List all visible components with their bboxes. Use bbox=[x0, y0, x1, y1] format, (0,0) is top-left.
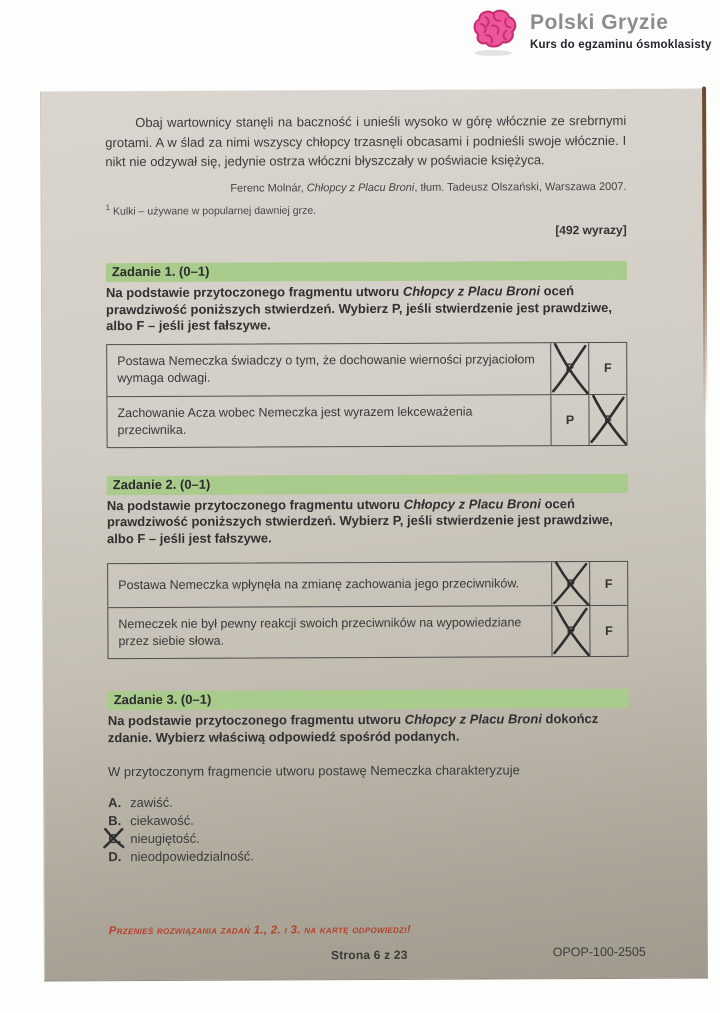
option-b-text: ciekawość. bbox=[130, 812, 194, 829]
option-b-letter: B. bbox=[108, 813, 122, 829]
form-code: OPOP-100-2505 bbox=[552, 944, 646, 960]
p-cell[interactable] bbox=[550, 395, 588, 445]
brain-icon bbox=[468, 6, 520, 59]
paper-footer bbox=[109, 944, 646, 965]
p-label: P bbox=[565, 361, 574, 376]
attribution-post: , tłum. Tadeusz Olszański, Warszawa 2007. bbox=[414, 180, 627, 194]
table-row bbox=[108, 606, 627, 658]
statement-cell: Postawa Nemeczka świadczy o tym, że dochowanie wierności przyjaciołom wymaga odwagi. bbox=[117, 352, 535, 386]
p-cell[interactable] bbox=[550, 343, 588, 394]
option-a-text: zawiść. bbox=[130, 795, 173, 811]
source-attribution bbox=[105, 180, 626, 194]
option-c-text: nieugiętość. bbox=[130, 830, 200, 847]
f-cell[interactable] bbox=[588, 343, 626, 394]
task-1-section bbox=[106, 261, 628, 448]
brain-icon-svg bbox=[468, 6, 520, 54]
f-label: F bbox=[604, 576, 613, 591]
page-number: Strona 6 z 23 bbox=[330, 947, 408, 963]
p-label: P bbox=[565, 412, 575, 427]
table-row bbox=[107, 343, 626, 397]
p-cell[interactable] bbox=[551, 606, 589, 656]
brand-logo bbox=[468, 6, 712, 59]
paper-edge-shadow bbox=[702, 87, 707, 417]
option-b[interactable] bbox=[108, 810, 629, 830]
option-c-letter: C. bbox=[108, 830, 124, 848]
brand-text bbox=[530, 6, 712, 51]
task-3-section bbox=[108, 689, 630, 866]
task-3-instr-title: Chłopcy z Placu Broni bbox=[404, 711, 542, 728]
task-3-instruction bbox=[108, 711, 629, 746]
exam-paper bbox=[40, 89, 708, 982]
p-cell[interactable] bbox=[551, 562, 589, 605]
task-3-instr-post: dokończ zdanie. Wybierz właściwą odpowiedź spośród podanych. bbox=[107, 711, 599, 745]
task-1-instr-pre: Na podstawie przytoczonego fragmentu utworu bbox=[105, 284, 403, 301]
task-2-instr-title: Chłopcy z Placu Broni bbox=[403, 496, 542, 512]
attribution-pre: Ferenc Molnár, bbox=[230, 181, 307, 195]
option-c[interactable] bbox=[108, 828, 629, 848]
f-cell[interactable] bbox=[589, 562, 627, 605]
f-cell[interactable] bbox=[589, 606, 627, 656]
task-2-table bbox=[107, 561, 628, 659]
footnote-marker: 1 bbox=[105, 202, 111, 212]
footnote bbox=[106, 200, 627, 217]
brand-name: Polski Gryzie bbox=[530, 11, 669, 34]
brain-shadow bbox=[474, 50, 512, 56]
word-count-badge: [492 wyrazy] bbox=[555, 222, 627, 238]
statement-cell: Zachowanie Acza wobec Nemeczka jest wyrazem lekceważenia przeciwnika. bbox=[117, 404, 473, 437]
task-2-instr-pre: Na podstawie przytoczonego fragmentu utworu bbox=[106, 496, 404, 513]
statement-cell: Postawa Nemeczka wpłynęła na zmianę zachowania jego przeciwników. bbox=[118, 576, 520, 593]
intro-paragraph: Obaj wartownicy stanęli na baczność i unieśli wysoko w górę włócznie ze srebrnymi grotami. A w ślad za nimi wszyscy chłopcy trzasnęli obcasami i podnieśli swoje włócznie. I nikt nie odzywał się, jedynie ostrza włóczni błyszczały w poświacie księżyca. bbox=[105, 112, 627, 170]
answer-options bbox=[108, 792, 629, 866]
task-1-header: Zadanie 1. (0–1) bbox=[106, 261, 627, 283]
p-label: P bbox=[566, 624, 576, 639]
task-2-header: Zadanie 2. (0–1) bbox=[107, 473, 628, 495]
option-d-letter: D. bbox=[108, 849, 122, 865]
option-a-letter: A. bbox=[108, 795, 122, 811]
footnote-text: Kulki – używane w popularnej dawniej grze. bbox=[110, 204, 317, 218]
task-1-table bbox=[106, 342, 627, 448]
task-3-stem: W przytoczonym fragmencie utworu postawę Nemeczka charakteryzuje bbox=[107, 762, 520, 780]
table-row bbox=[107, 395, 626, 447]
transfer-note: Przenieś rozwiązania zadań 1., 2. i 3. na kartę odpowiedzi! bbox=[108, 923, 411, 938]
task-2-instr-post: oceń prawdziwość poniższych stwierdzeń. Wybierz P, jeśli stwierdzenie jest prawdziwe, albo F – jeśli jest fałszywe. bbox=[106, 495, 613, 546]
brand-tagline: Kurs do egzaminu ósmoklasisty bbox=[530, 39, 712, 52]
task-1-instr-title: Chłopcy z Placu Broni bbox=[402, 283, 541, 300]
table-row bbox=[108, 562, 627, 608]
option-a[interactable] bbox=[108, 792, 629, 812]
task-2-section bbox=[107, 473, 629, 659]
task-3-instr-pre: Na podstawie przytoczonego fragmentu utworu bbox=[107, 712, 405, 729]
task-2-instruction bbox=[107, 496, 628, 548]
statement-cell: Nemeczek nie był pewny reakcji swoich przeciwników na wypowiedziane przez siebie słowa. bbox=[118, 615, 522, 649]
x-mark-icon bbox=[102, 827, 126, 849]
option-d[interactable] bbox=[108, 846, 629, 866]
f-label: F bbox=[603, 361, 612, 376]
attribution-book-title: Chłopcy z Placu Broni bbox=[306, 181, 415, 194]
f-label: F bbox=[604, 412, 612, 427]
p-label: P bbox=[566, 576, 575, 591]
f-label: F bbox=[605, 624, 613, 639]
option-d-text: nieodpowiedzialność. bbox=[130, 848, 255, 865]
task-1-instr-post: oceń prawdziwość poniższych stwierdzeń. Wybierz P, jeśli stwierdzenie jest prawdziwe, albo F – jeśli jest fałszywe. bbox=[105, 283, 612, 334]
task-3-header: Zadanie 3. (0–1) bbox=[108, 689, 629, 711]
task-1-instruction bbox=[106, 283, 627, 335]
f-cell[interactable] bbox=[588, 395, 626, 445]
